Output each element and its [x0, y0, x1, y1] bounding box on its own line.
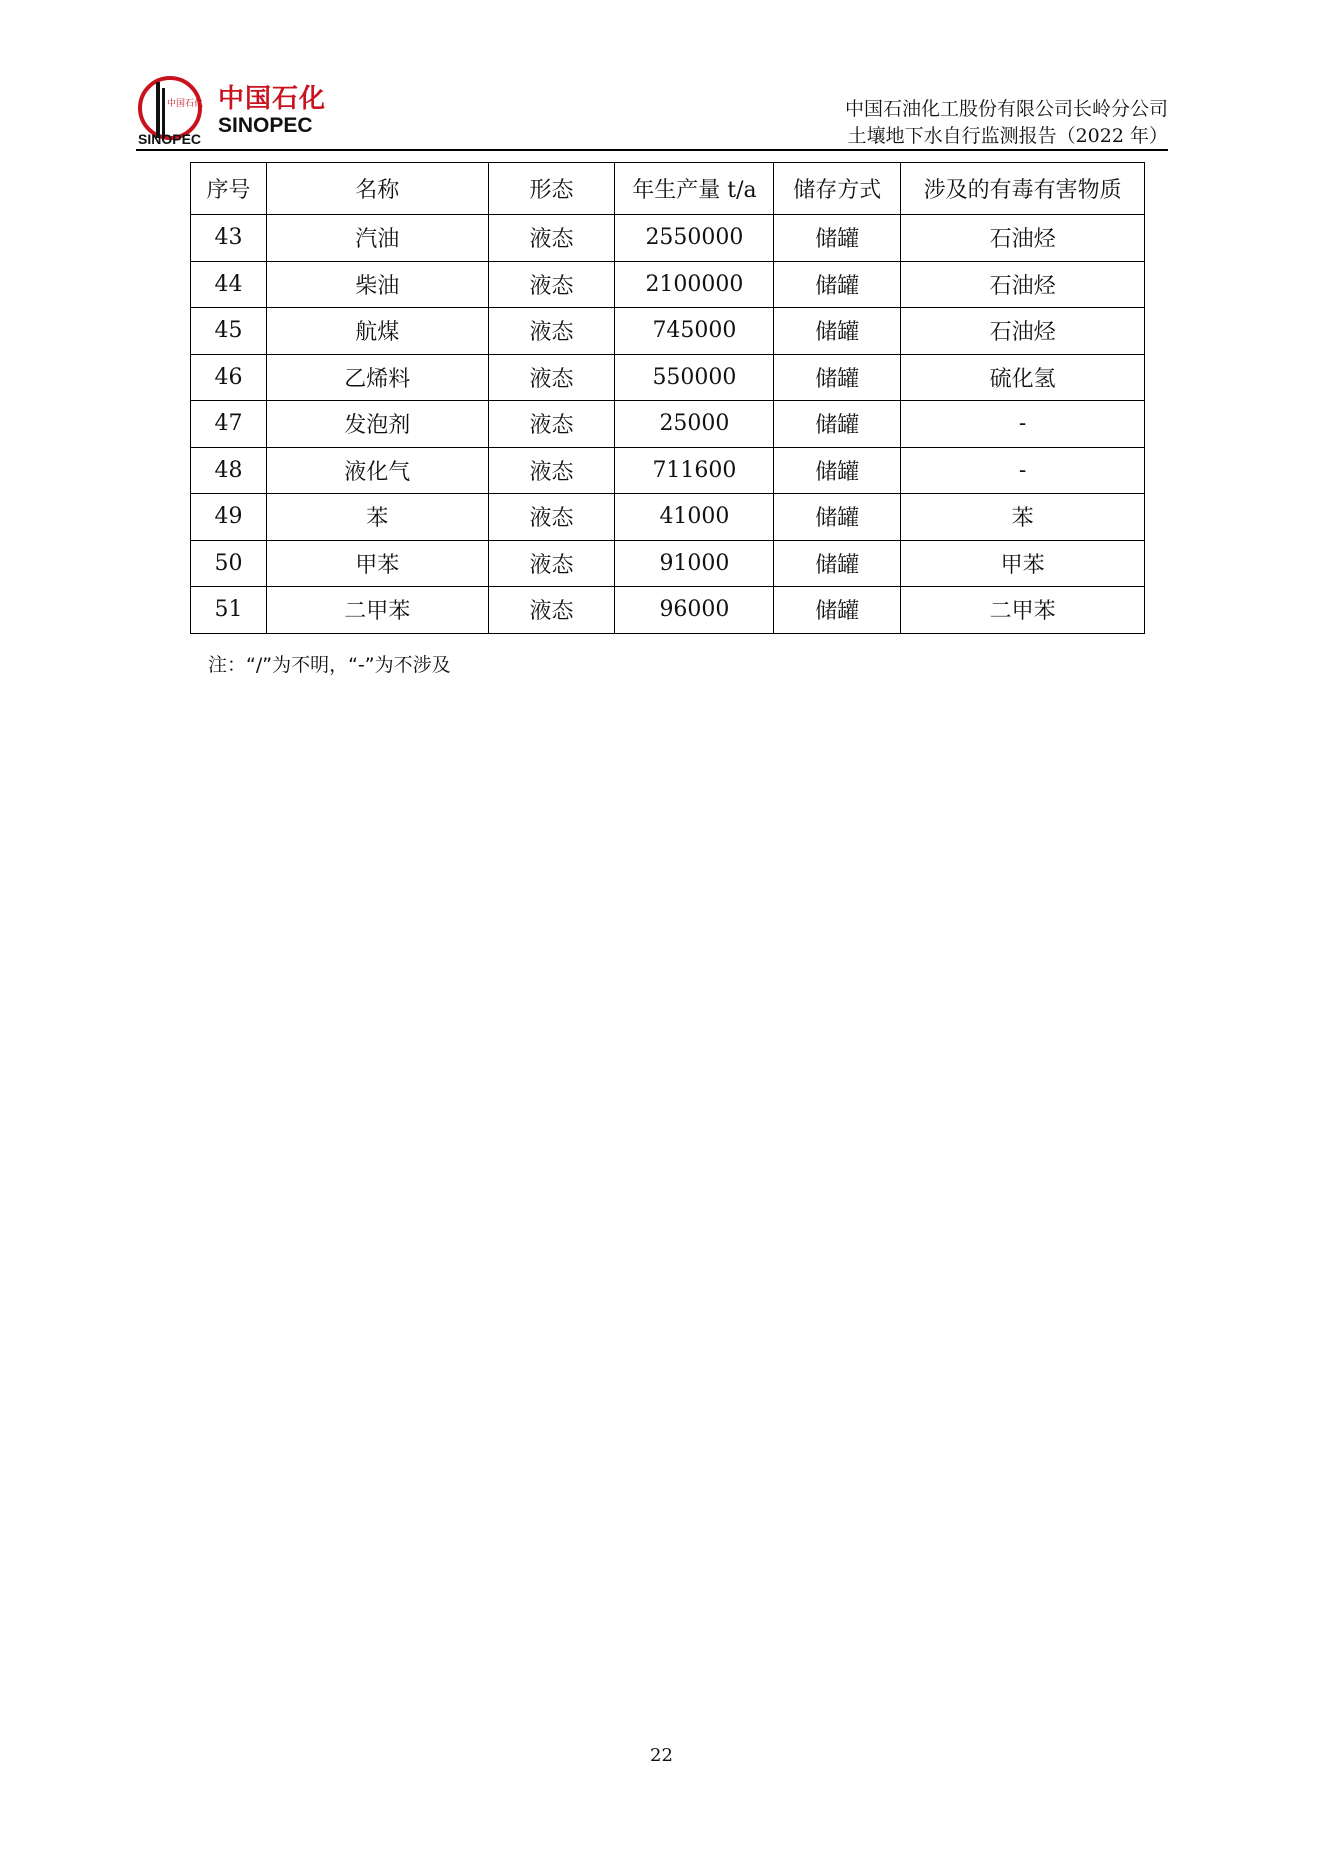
table-cell: 二甲苯 — [901, 587, 1145, 634]
table-cell: 50 — [191, 540, 267, 587]
table-cell: 48 — [191, 447, 267, 494]
table-row — [191, 215, 1145, 262]
logo-english-name: SINOPEC — [218, 114, 313, 137]
table-cell: 二甲苯 — [266, 587, 488, 634]
table-cell: 2550000 — [615, 215, 774, 262]
column-header: 涉及的有毒有害物质 — [901, 163, 1145, 215]
table-cell: 96000 — [615, 587, 774, 634]
table-cell: 柴油 — [266, 261, 488, 308]
column-header: 储存方式 — [774, 163, 901, 215]
table-cell: 液化气 — [266, 447, 488, 494]
table-cell: 49 — [191, 494, 267, 541]
table-cell: 43 — [191, 215, 267, 262]
header-divider — [136, 149, 1168, 151]
table-cell: 25000 — [615, 401, 774, 448]
table-row — [191, 401, 1145, 448]
sinopec-emblem-icon — [136, 74, 204, 146]
table-cell: 91000 — [615, 540, 774, 587]
table-cell: 液态 — [488, 354, 615, 401]
table-header-row — [191, 163, 1145, 215]
table-row — [191, 308, 1145, 355]
table-cell: 储罐 — [774, 261, 901, 308]
table-footnote: 注：“/”为不明，“-”为不涉及 — [208, 654, 451, 676]
table-cell: 储罐 — [774, 587, 901, 634]
table-cell: 745000 — [615, 308, 774, 355]
table-cell: - — [901, 447, 1145, 494]
table-row — [191, 494, 1145, 541]
logo-chinese-name: 中国石化 — [218, 84, 327, 114]
table-cell: - — [901, 401, 1145, 448]
table-cell: 储罐 — [774, 401, 901, 448]
table-cell: 45 — [191, 308, 267, 355]
table-cell: 汽油 — [266, 215, 488, 262]
table-cell: 石油烃 — [901, 261, 1145, 308]
table-cell: 711600 — [615, 447, 774, 494]
svg-text:SINOPEC: SINOPEC — [138, 131, 202, 146]
table-cell: 石油烃 — [901, 308, 1145, 355]
table-row — [191, 587, 1145, 634]
table-cell: 46 — [191, 354, 267, 401]
table-cell: 乙烯料 — [266, 354, 488, 401]
table-row — [191, 261, 1145, 308]
column-header: 形态 — [488, 163, 615, 215]
table-cell: 51 — [191, 587, 267, 634]
report-title: 土壤地下水自行监测报告（2022 年） — [847, 125, 1168, 147]
column-header: 名称 — [266, 163, 488, 215]
table-row — [191, 354, 1145, 401]
table-cell: 液态 — [488, 308, 615, 355]
column-header: 序号 — [191, 163, 267, 215]
table-cell: 2100000 — [615, 261, 774, 308]
table-cell: 液态 — [488, 261, 615, 308]
column-header: 年生产量 t/a — [615, 163, 774, 215]
table-cell: 储罐 — [774, 447, 901, 494]
table-cell: 石油烃 — [901, 215, 1145, 262]
table-cell: 液态 — [488, 540, 615, 587]
table-cell: 储罐 — [774, 494, 901, 541]
table-cell: 550000 — [615, 354, 774, 401]
company-name: 中国石油化工股份有限公司长岭分公司 — [844, 98, 1168, 120]
table-cell: 液态 — [488, 447, 615, 494]
table-cell: 硫化氢 — [901, 354, 1145, 401]
table-cell: 液态 — [488, 215, 615, 262]
table-cell: 47 — [191, 401, 267, 448]
table-cell: 44 — [191, 261, 267, 308]
table-cell: 苯 — [266, 494, 488, 541]
table-cell: 甲苯 — [901, 540, 1145, 587]
hazardous-substances-table — [190, 162, 1145, 634]
table-cell: 储罐 — [774, 354, 901, 401]
report-header — [845, 96, 1168, 150]
table-cell: 航煤 — [266, 308, 488, 355]
table-cell: 苯 — [901, 494, 1145, 541]
table-cell: 储罐 — [774, 215, 901, 262]
page-number: 22 — [650, 1745, 673, 1766]
table-row — [191, 447, 1145, 494]
table-cell: 41000 — [615, 494, 774, 541]
svg-text:中国石化: 中国石化 — [167, 99, 204, 109]
table-cell: 储罐 — [774, 540, 901, 587]
table-cell: 发泡剂 — [266, 401, 488, 448]
sinopec-logo — [136, 74, 386, 146]
table-cell: 储罐 — [774, 308, 901, 355]
table-cell: 液态 — [488, 494, 615, 541]
table-row — [191, 540, 1145, 587]
table-cell: 液态 — [488, 587, 615, 634]
table-cell: 液态 — [488, 401, 615, 448]
table-cell: 甲苯 — [266, 540, 488, 587]
